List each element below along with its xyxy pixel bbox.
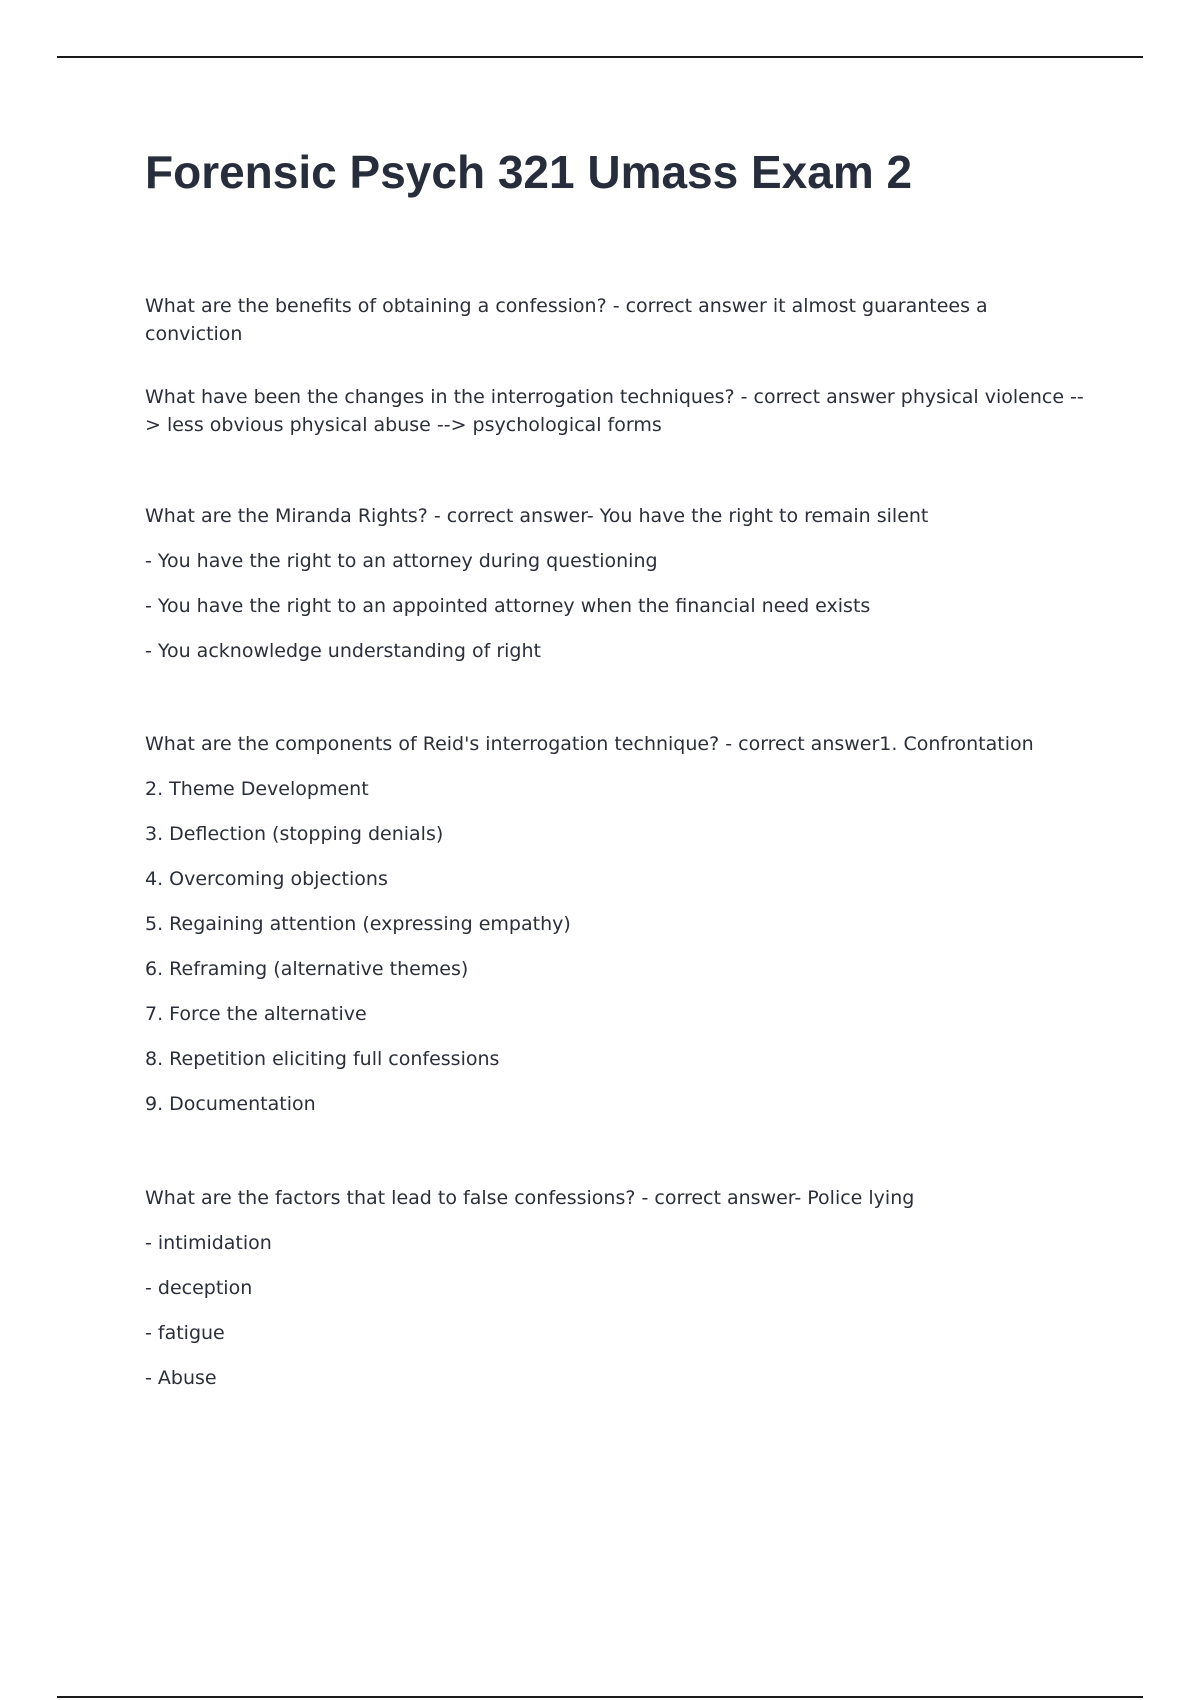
answer-line: - You acknowledge understanding of right	[145, 640, 541, 662]
question-text: What are the factors that lead to false confessions? - correct answer- Police lying	[145, 1187, 915, 1209]
qa-false-confession-factors	[145, 1184, 1085, 1392]
answer-line: 2. Theme Development	[145, 778, 369, 800]
answer-line: 7. Force the alternative	[145, 1003, 367, 1025]
answer-line: 9. Documentation	[145, 1093, 316, 1115]
qa-reid-technique	[145, 730, 1085, 1118]
answer-line: 5. Regaining attention (expressing empathy)	[145, 913, 571, 935]
bottom-rule	[57, 1696, 1143, 1698]
qa-benefits-of-confession	[145, 292, 1085, 348]
qa-interrogation-changes	[145, 383, 1085, 439]
answer-line: 6. Reframing (alternative themes)	[145, 958, 469, 980]
question-text: What are the components of Reid's interrogation technique? - correct answer1. Confrontation	[145, 733, 1034, 755]
answer-line: - Abuse	[145, 1367, 217, 1389]
answer-line: - fatigue	[145, 1322, 225, 1344]
answer-line: - intimidation	[145, 1232, 272, 1254]
question-text: What are the benefits of obtaining a confession? - correct answer it almost guarantees a conviction	[145, 295, 988, 345]
top-rule	[57, 56, 1143, 58]
qa-miranda-rights	[145, 502, 1085, 665]
answer-line: - You have the right to an attorney during questioning	[145, 550, 658, 572]
answer-line: - deception	[145, 1277, 253, 1299]
document-title: Forensic Psych 321 Umass Exam 2	[145, 146, 913, 198]
answer-line: 3. Deflection (stopping denials)	[145, 823, 444, 845]
question-text: What are the Miranda Rights? - correct answer- You have the right to remain silent	[145, 505, 929, 527]
answer-line: - You have the right to an appointed attorney when the financial need exists	[145, 595, 871, 617]
answer-line: 8. Repetition eliciting full confessions	[145, 1048, 500, 1070]
question-text: What have been the changes in the interrogation techniques? - correct answer physical violence --> less obvious physical abuse --> psychological forms	[145, 386, 1084, 436]
answer-line: 4. Overcoming objections	[145, 868, 388, 890]
